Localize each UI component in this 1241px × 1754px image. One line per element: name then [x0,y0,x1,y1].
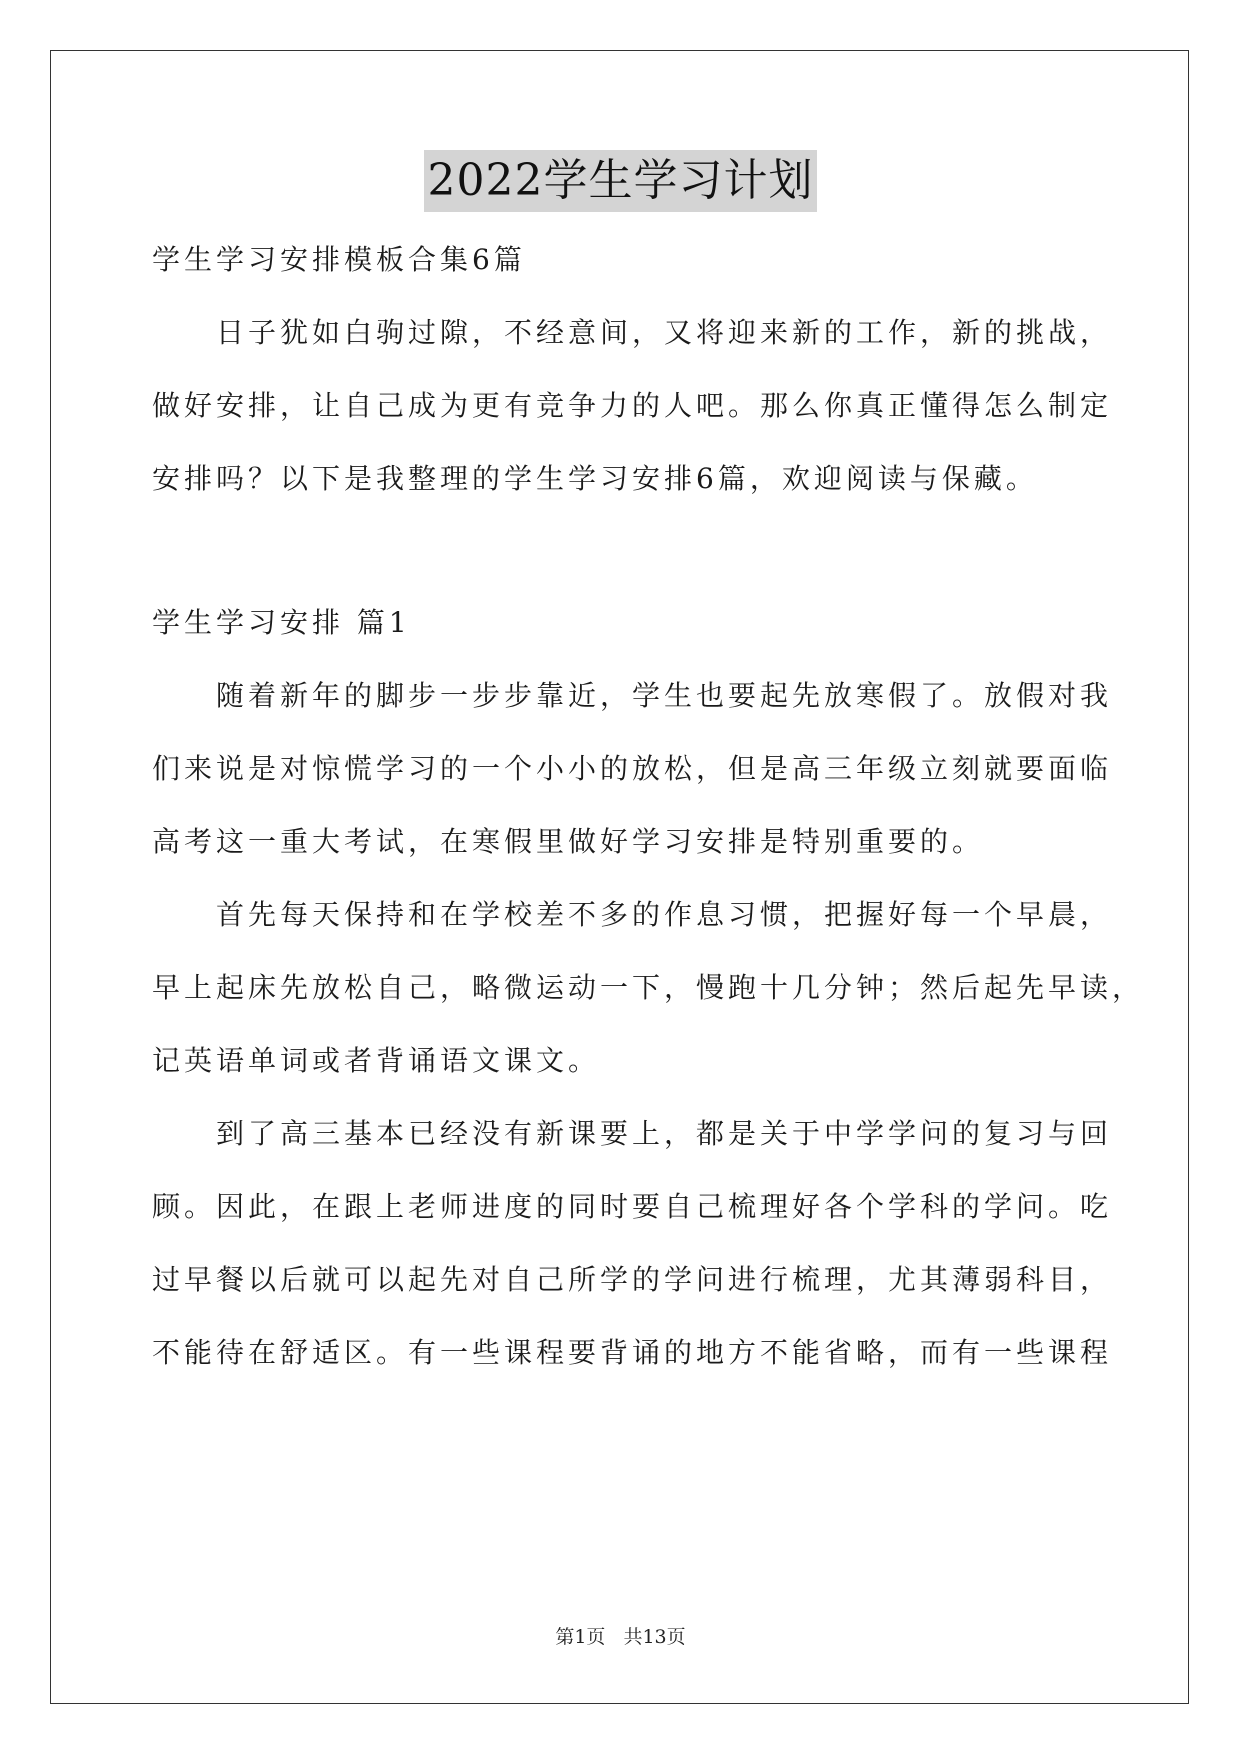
intro-line: 做好安排，让自己成为更有竞争力的人吧。那么你真正懂得怎么制定 [152,389,1113,422]
paragraph-line: 到了高三基本已经没有新课要上，都是关于中学学问的复习与回 [216,1117,1113,1150]
paragraph-line: 顾。因此，在跟上老师进度的同时要自己梳理好各个学科的学问。吃 [152,1190,1113,1223]
paragraph-line: 记英语单词或者背诵语文课文。 [152,1044,601,1077]
title-area [0,150,1241,212]
paragraph-line: 首先每天保持和在学校差不多的作息习惯，把握好每一个早晨， [216,898,1113,931]
paragraph-line: 高考这一重大考试，在寒假里做好学习安排是特别重要的。 [152,825,985,858]
paragraph-line: 早上起床先放松自己，略微运动一下，慢跑十几分钟；然后起先早读， [152,971,1145,1004]
paragraph-line: 不能待在舒适区。有一些课程要背诵的地方不能省略，而有一些课程 [152,1336,1113,1369]
subtitle: 学生学习安排模板合集6篇 [152,243,526,276]
section-heading: 学生学习安排 篇1 [152,606,411,639]
page-number: 第1页 [555,1626,606,1648]
document-title: 2022学生学习计划 [424,150,818,212]
intro-line: 日子犹如白驹过隙，不经意间，又将迎来新的工作，新的挑战， [216,316,1113,349]
paragraph-line: 们来说是对惊慌学习的一个小小的放松，但是高三年级立刻就要面临 [152,752,1113,785]
page-total: 共13页 [623,1626,686,1648]
paragraph-line: 随着新年的脚步一步步靠近，学生也要起先放寒假了。放假对我 [216,679,1113,712]
paragraph-line: 过早餐以后就可以起先对自己所学的学问进行梳理，尤其薄弱科目， [152,1263,1113,1296]
intro-line: 安排吗？以下是我整理的学生学习安排6篇，欢迎阅读与保藏。 [152,462,1038,495]
page-footer [0,1622,1241,1649]
page-border [50,50,1189,1704]
